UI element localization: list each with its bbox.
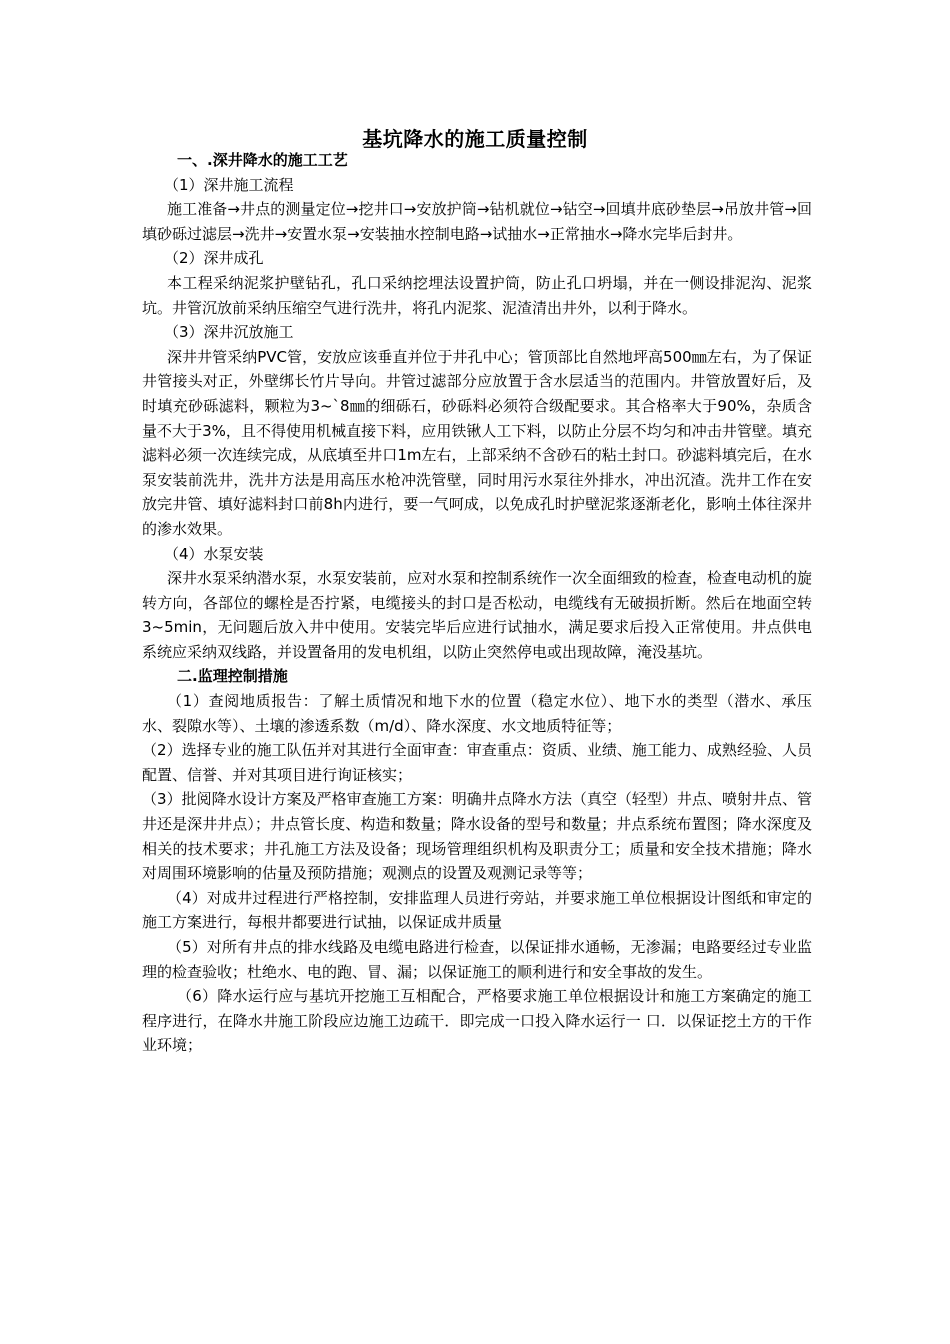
subsection-3-title: （3）深井沉放施工 bbox=[164, 323, 294, 342]
subsection-2-title: （2）深井成孔 bbox=[164, 249, 264, 268]
subsection-2-paragraph: 本工程采纳泥浆护壁钻孔，孔口采纳挖埋法设置护筒，防止孔口坍塌，并在一侧设排泥沟、泥浆坑。井管沉放前采纳压缩空气进行洗井，将孔内泥浆、泥渣清出井外，以利于降水。 bbox=[142, 273, 812, 317]
section-2-heading: 二.监理控制措施 bbox=[177, 667, 288, 686]
document-body bbox=[142, 148, 812, 1058]
measure-5: （5）对所有井点的排水线路及电缆电路进行检查，以保证排水通畅，无渗漏；电路要经过专业监理的检查验收；杜绝水、电的跑、冒、漏；以保证施工的顺利进行和安全事故的发生。 bbox=[142, 938, 812, 981]
measure-6: （6）降水运行应与基坑开挖施工互相配合，严格要求施工单位根据设计和施工方案确定的施工程序进行，在降水井施工阶段应边施工边疏干．即完成一口投入降水运行一 口．以保证挖土方的干作业环境； bbox=[142, 987, 812, 1055]
measure-4: （4）对成井过程进行严格控制，安排监理人员进行旁站，并要求施工单位根据设计图纸和审定的施工方案进行，每根井都要进行试抽，以保证成井质量 bbox=[142, 888, 812, 932]
measure-3: （3）批阅降水设计方案及严格审查施工方案：明确井点降水方法（真空（轻型）井点、喷射井点、管井还是深井井点）；井点管长度、构造和数量；降水设备的型号和数量；井点系统布置图；降水深度及相关的技术要求；井孔施工方法及设备；现场管理组织机构及职责分工；质量和安全技术措施；降水对周围环境影响的估量及预防措施；观测点的设置及观测记录等等； bbox=[142, 790, 812, 883]
subsection-4-paragraph: 深井水泵采纳潜水泵，水泵安装前，应对水泵和控制系统作一次全面细致的检查，检查电动机的旋转方向，各部位的螺栓是否拧紧，电缆接头的封口是否松动，电缆线有无破损折断。然后在地面空转3~5min，无问题后放入井中使用。安装完毕后应进行试抽水，满足要求后投入正常使用。井点供电系统应采纳双线路，并设置备用的发电机组，以防止突然停电或出现故障，淹没基坑。 bbox=[142, 569, 813, 661]
subsection-1-paragraph: 施工准备→井点的测量定位→挖井口→安放护筒→钻机就位→钻空→回填井底砂垫层→吊放井管→回填砂砾过滤层→洗井→安置水泵→安装抽水控制电路→试抽水→正常抽水→降水完毕后封井。 bbox=[142, 200, 812, 243]
subsection-1-title: （1）深井施工流程 bbox=[164, 175, 294, 194]
section-1-heading: 一、.深井降水的施工工艺 bbox=[177, 151, 348, 169]
subsection-4-title: （4）水泵安装 bbox=[164, 544, 264, 563]
measure-1: （1）查阅地质报告：了解土质情况和地下水的位置（稳定水位）、地下水的类型（潜水、承压水、裂隙水等）、土壤的渗透系数（m/d）、降水深度、水文地质特征等； bbox=[142, 692, 812, 735]
document-title: 基坑降水的施工质量控制 bbox=[362, 127, 588, 151]
subsection-3-paragraph: 深井井管采纳PVC管，安放应该垂直并位于井孔中心；管顶部比自然地坪高500㎜左右，为了保证井管接头对正，外壁绑长竹片导向。井管过滤部分应放置于含水层适当的范围内。井管放置好后，及时填充砂砾滤料，颗粒为3~`8㎜的细砾石，砂砾料必须符合级配要求。其合格率大于90%，杂质含量不大于3%，且不得使用机械直接下料，应用铁锹人工下料，以防止分层不均匀和冲击井管壁。填充滤料必须一次连续完成，从底填至井口1m左右，上部采纳不含砂石的粘土封口。砂滤料填完后，在水泵安装前洗井，洗井方法是用高压水枪冲洗管壁，同时用污水泵往外排水，冲出沉渣。洗井工作在安放完井管、填好滤料封口前8h内进行，要一气呵成，以免成孔时护壁泥浆逐渐老化，影响土体往深井的渗水效果。 bbox=[142, 347, 812, 538]
measure-2: （2）选择专业的施工队伍并对其进行全面审查：审查重点：资质、业绩、施工能力、成熟经验、人员配置、信誉、并对其项目进行询证核实； bbox=[142, 741, 812, 784]
